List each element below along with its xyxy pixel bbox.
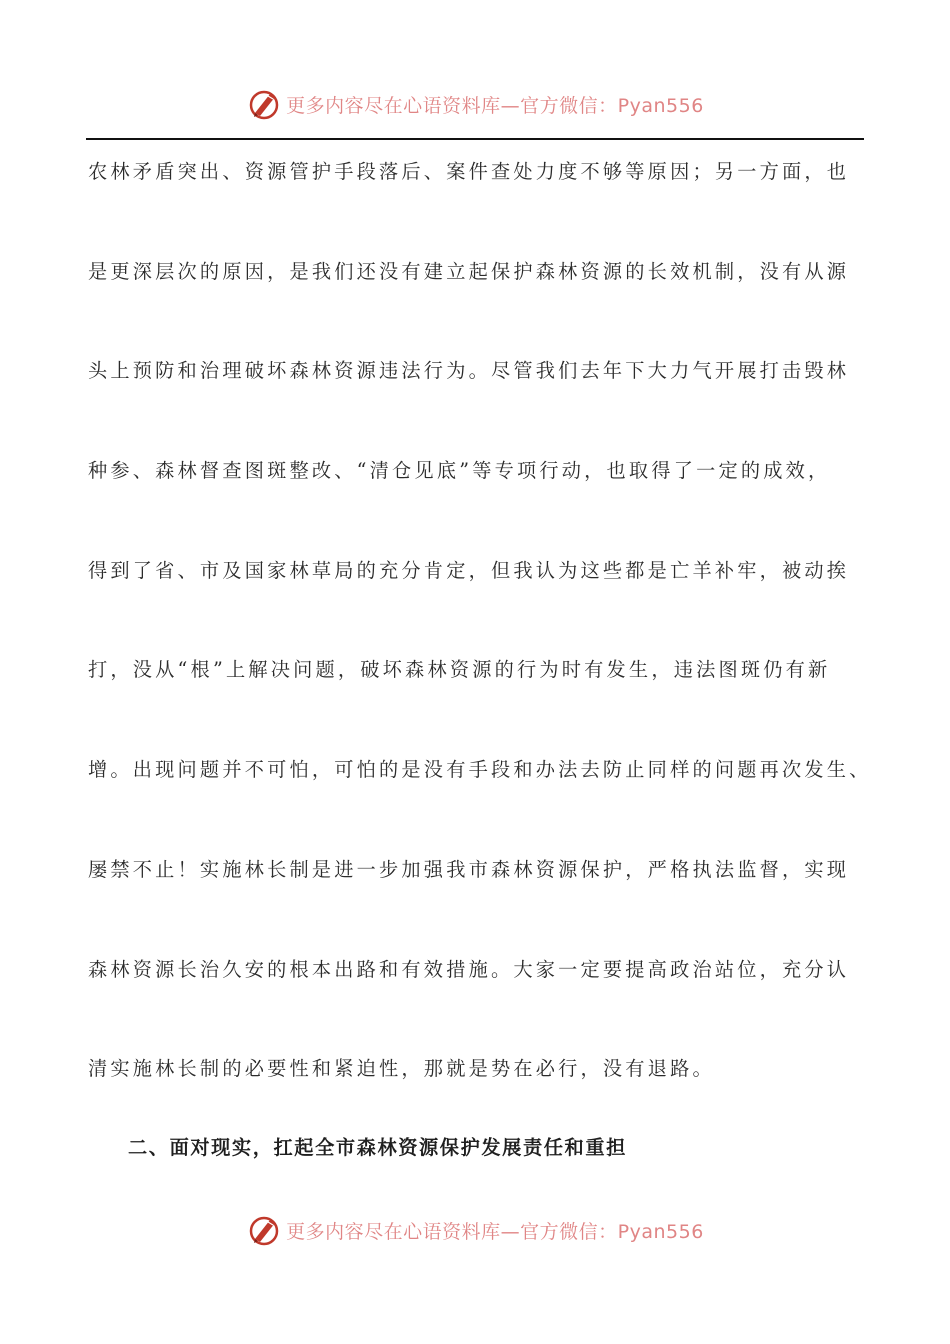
header-banner	[0, 82, 950, 126]
body-paragraph	[88, 147, 888, 1144]
body-line: 屡禁不止！实施林长制是进一步加强我市森林资源保护，严格执法监督，实现	[88, 857, 850, 881]
pen-logo-icon	[246, 1212, 282, 1248]
body-line: 种参、森林督查图斑整改、“清仓见底”等专项行动，也取得了一定的成效，	[88, 459, 831, 483]
body-line: 增。出现问题并不可怕，可怕的是没有手段和办法去防止同样的问题再次发生、	[88, 758, 872, 782]
footer-banner	[0, 1208, 950, 1252]
body-line: 打，没从“根”上解决问题，破坏森林资源的行为时有发生，违法图斑仍有新	[88, 658, 831, 682]
header-divider	[86, 138, 864, 140]
body-line: 是更深层次的原因，是我们还没有建立起保护森林资源的长效机制，没有从源	[88, 259, 850, 283]
body-line: 清实施林长制的必要性和紧迫性，那就是势在必行，没有退路。	[88, 1057, 715, 1081]
body-line: 森林资源长治久安的根本出路和有效措施。大家一定要提高政治站位，充分认	[88, 957, 850, 981]
footer-text: 更多内容尽在心语资料库—官方微信：Pyan556	[286, 1220, 704, 1243]
header-text: 更多内容尽在心语资料库—官方微信：Pyan556	[286, 94, 704, 117]
section-heading: 二、面对现实，扛起全市森林资源保护发展责任和重担	[128, 1136, 627, 1159]
pen-logo-icon	[246, 86, 282, 122]
body-line: 头上预防和治理破坏森林资源违法行为。尽管我们去年下大力气开展打击毁林	[88, 359, 850, 383]
body-line: 得到了省、市及国家林草局的充分肯定，但我认为这些都是亡羊补牢，被动挨	[88, 558, 850, 582]
body-line: 农林矛盾突出、资源管护手段落后、案件查处力度不够等原因；另一方面，也	[88, 160, 850, 183]
